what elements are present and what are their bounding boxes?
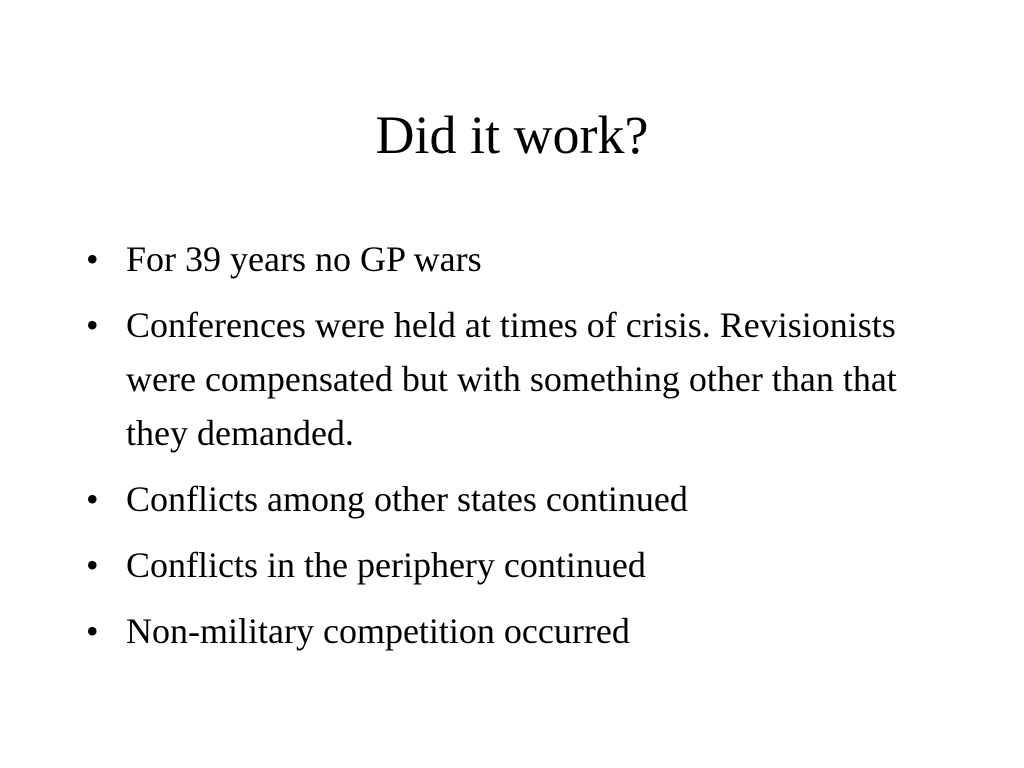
bullet-icon: • xyxy=(86,305,99,345)
list-item xyxy=(86,538,946,592)
bullet-text: Conflicts among other states continued xyxy=(126,479,688,519)
bullet-text: For 39 years no GP wars xyxy=(126,239,482,279)
bullet-text: Non-military competition occurred xyxy=(126,611,630,651)
slide-title: Did it work? xyxy=(375,105,649,165)
bullet-list xyxy=(86,232,946,670)
list-item xyxy=(86,604,946,658)
bullet-icon: • xyxy=(86,611,99,651)
bullet-text: Conflicts in the periphery continued xyxy=(126,545,646,585)
list-item xyxy=(86,232,946,286)
bullet-text: Conferences were held at times of crisis. Revisionists were compensated but with something other than that they demanded. xyxy=(126,305,897,453)
list-item xyxy=(86,472,946,526)
bullet-icon: • xyxy=(86,479,99,519)
bullet-icon: • xyxy=(86,239,99,279)
list-item xyxy=(86,298,946,460)
bullet-icon: • xyxy=(86,545,99,585)
